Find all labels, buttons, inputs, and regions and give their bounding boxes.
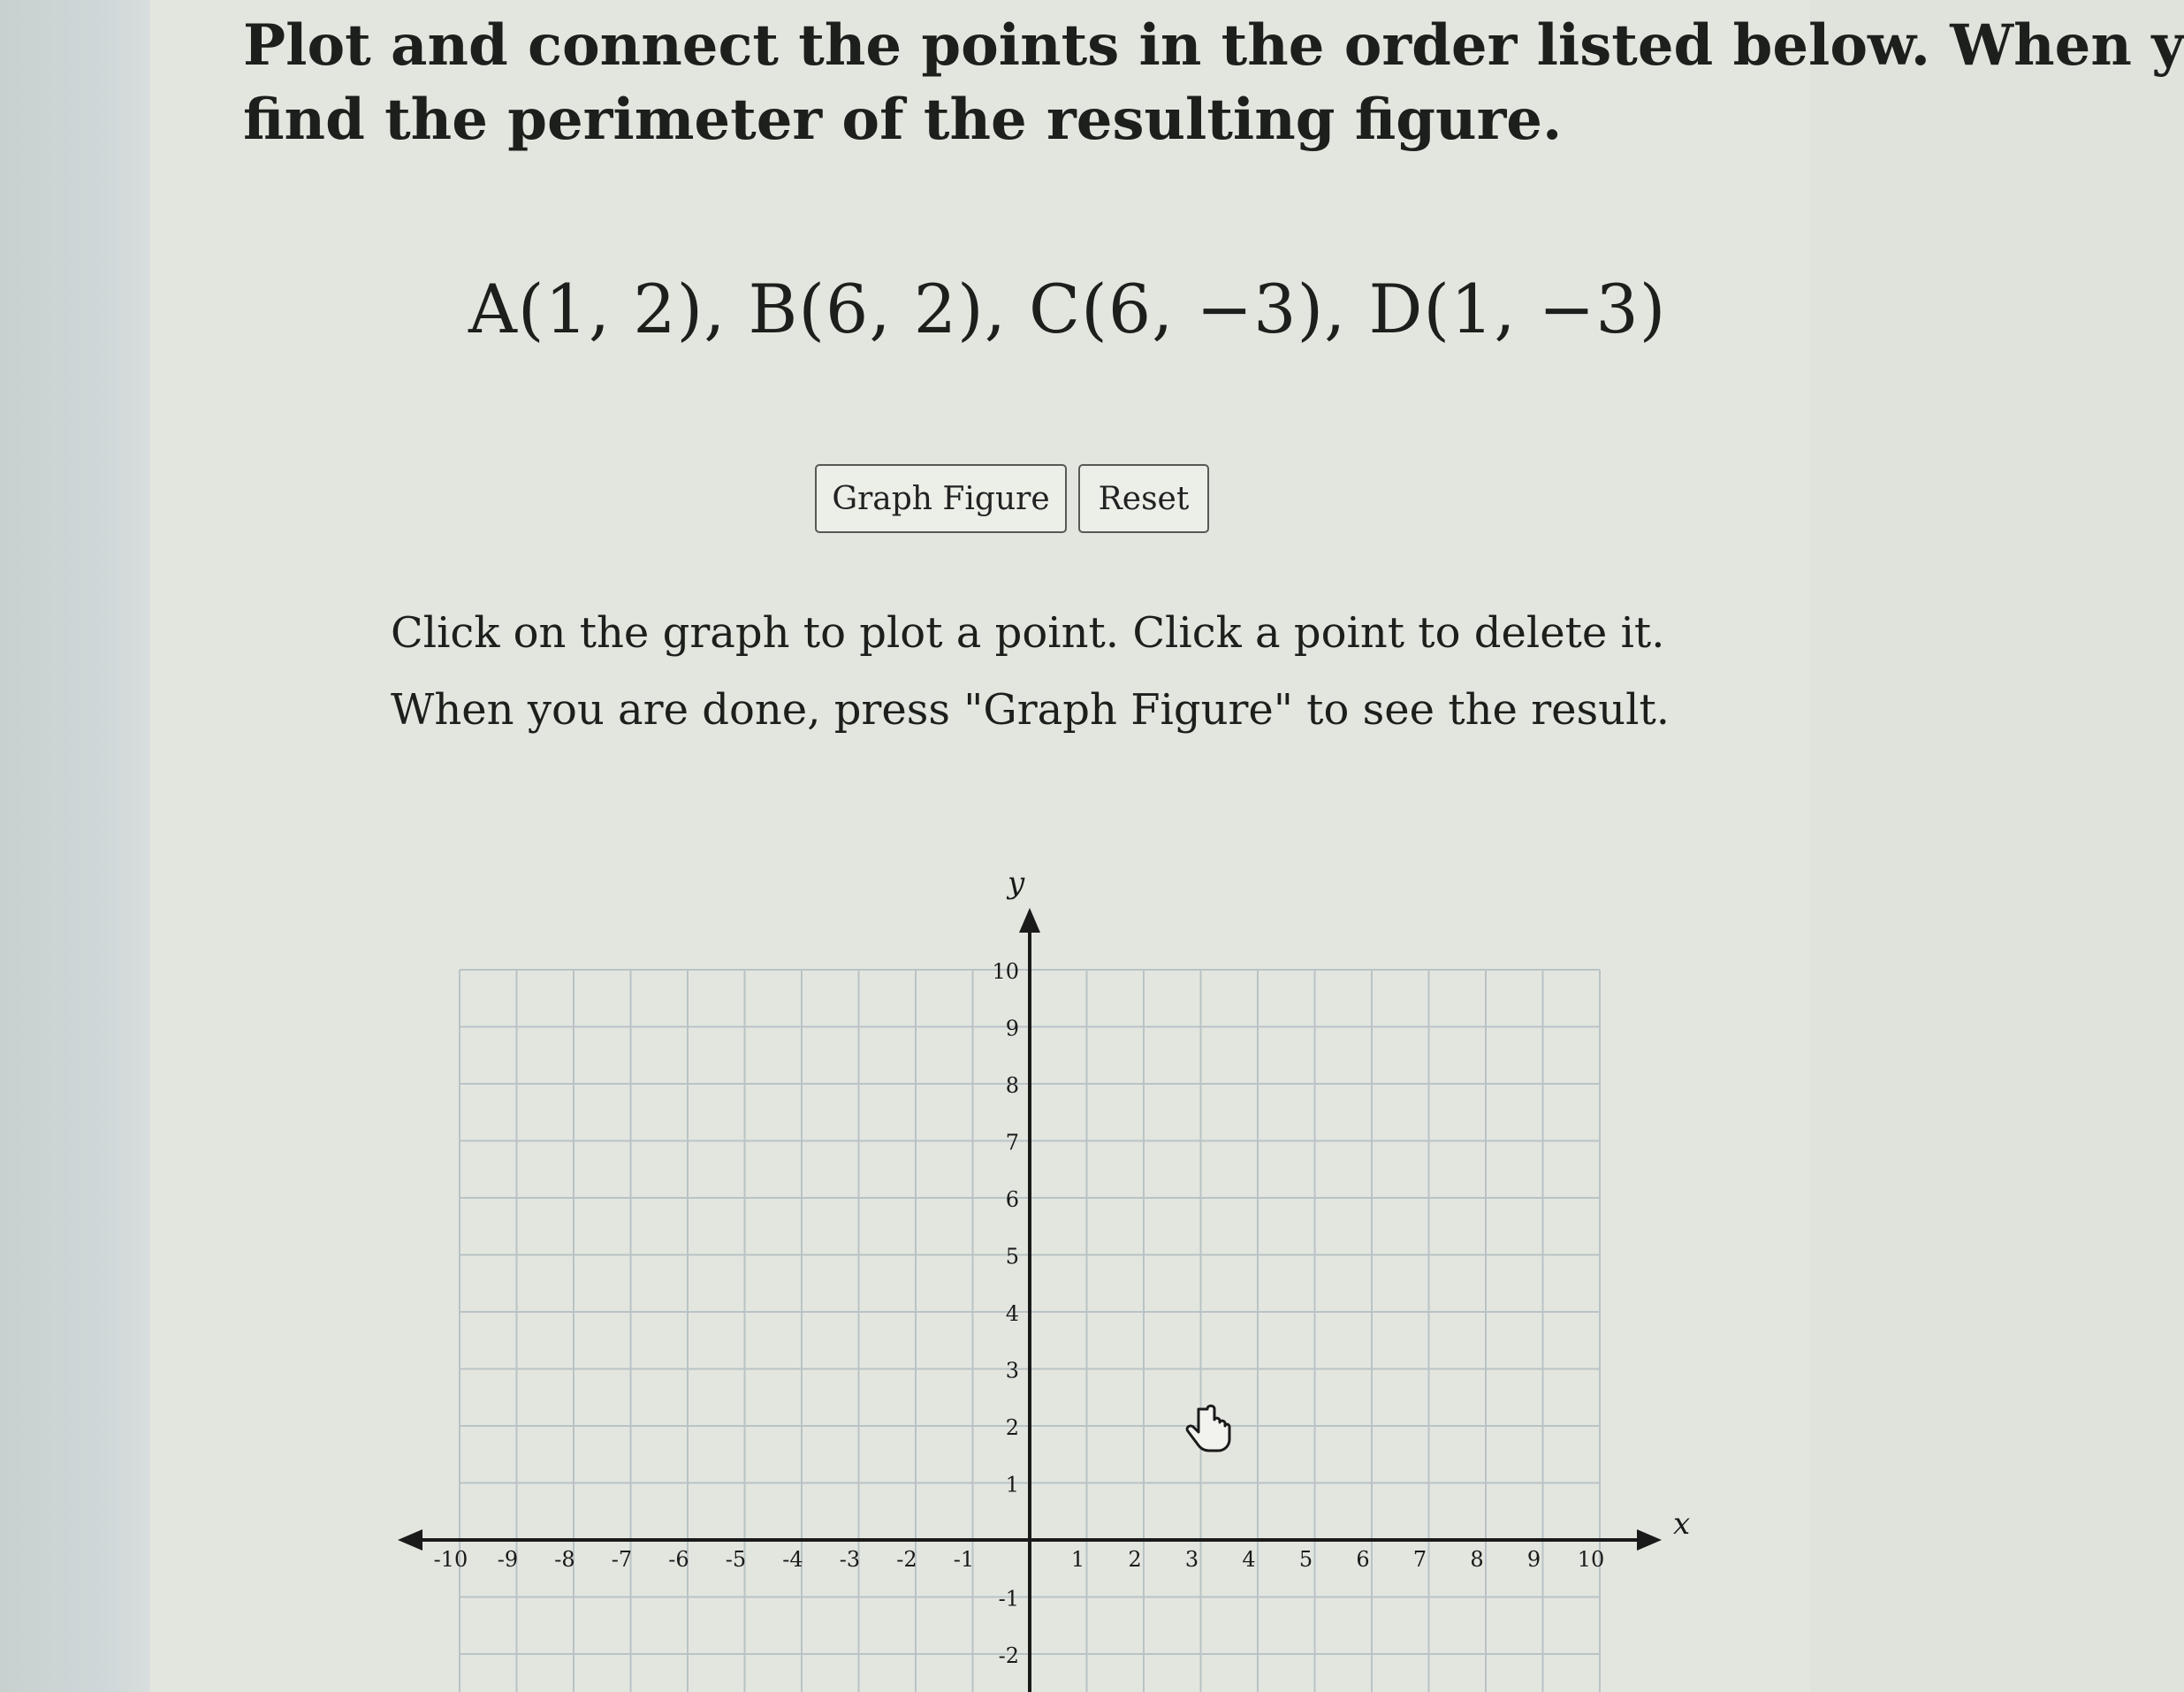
y-tick-labels <box>992 959 1019 1668</box>
y-tick-label: 1 <box>1005 1472 1019 1498</box>
x-tick-label: 9 <box>1526 1547 1541 1572</box>
instruction-line-2: When you are done, press "Graph Figure" to see the result. <box>391 685 1670 735</box>
y-axis-arrow-up <box>1019 908 1040 933</box>
graph-figure-button[interactable]: Graph Figure <box>815 464 1067 533</box>
x-tick-label: 3 <box>1184 1547 1199 1572</box>
x-tick-label: -5 <box>725 1547 747 1572</box>
x-tick-label: -10 <box>433 1547 468 1572</box>
x-tick-label: 2 <box>1128 1547 1142 1572</box>
x-tick-label: 4 <box>1242 1547 1256 1572</box>
x-axis-arrow-left <box>398 1529 422 1551</box>
x-axis-label: x <box>1673 1506 1691 1542</box>
x-tick-label: 6 <box>1356 1547 1370 1572</box>
y-tick-label: -2 <box>998 1643 1019 1668</box>
x-tick-label: 1 <box>1070 1547 1085 1572</box>
x-tick-label: -8 <box>554 1547 575 1572</box>
x-tick-label: -2 <box>896 1547 917 1572</box>
x-tick-label: -7 <box>611 1547 633 1572</box>
x-tick-label: -6 <box>668 1547 689 1572</box>
x-tick-label: 7 <box>1412 1547 1427 1572</box>
x-tick-label: -1 <box>953 1547 975 1572</box>
y-axis-label: y <box>1008 865 1025 901</box>
x-tick-label: -3 <box>839 1547 861 1572</box>
y-tick-label: 10 <box>992 959 1019 984</box>
question-line-2: find the perimeter of the resulting figure. <box>243 87 1563 153</box>
hand-pointer-icon <box>1187 1406 1229 1451</box>
y-tick-label: -1 <box>998 1586 1019 1612</box>
y-tick-label: 5 <box>1005 1244 1019 1269</box>
y-tick-label: 2 <box>1005 1415 1019 1440</box>
y-tick-label: 4 <box>1005 1301 1019 1326</box>
y-tick-label: 7 <box>1005 1130 1019 1155</box>
x-tick-label: 8 <box>1470 1547 1484 1572</box>
reset-button[interactable]: Reset <box>1078 464 1209 533</box>
x-tick-label: 5 <box>1298 1547 1313 1572</box>
x-axis-arrow-right <box>1637 1529 1662 1551</box>
points-list: A(1, 2), B(6, 2), C(6, −3), D(1, −3) <box>468 270 1667 348</box>
x-tick-label: -9 <box>497 1547 519 1572</box>
y-tick-label: 8 <box>1005 1073 1019 1098</box>
x-tick-label: 10 <box>1577 1547 1605 1572</box>
x-tick-label: -4 <box>782 1547 803 1572</box>
graph-axes <box>398 908 1662 1692</box>
question-line-1: Plot and connect the points in the order listed below. When y <box>243 12 2184 79</box>
y-tick-label: 9 <box>1005 1016 1019 1041</box>
instruction-line-1: Click on the graph to plot a point. Click a point to delete it. <box>391 608 1665 658</box>
y-tick-label: 6 <box>1005 1187 1019 1212</box>
y-tick-label: 3 <box>1005 1358 1019 1383</box>
